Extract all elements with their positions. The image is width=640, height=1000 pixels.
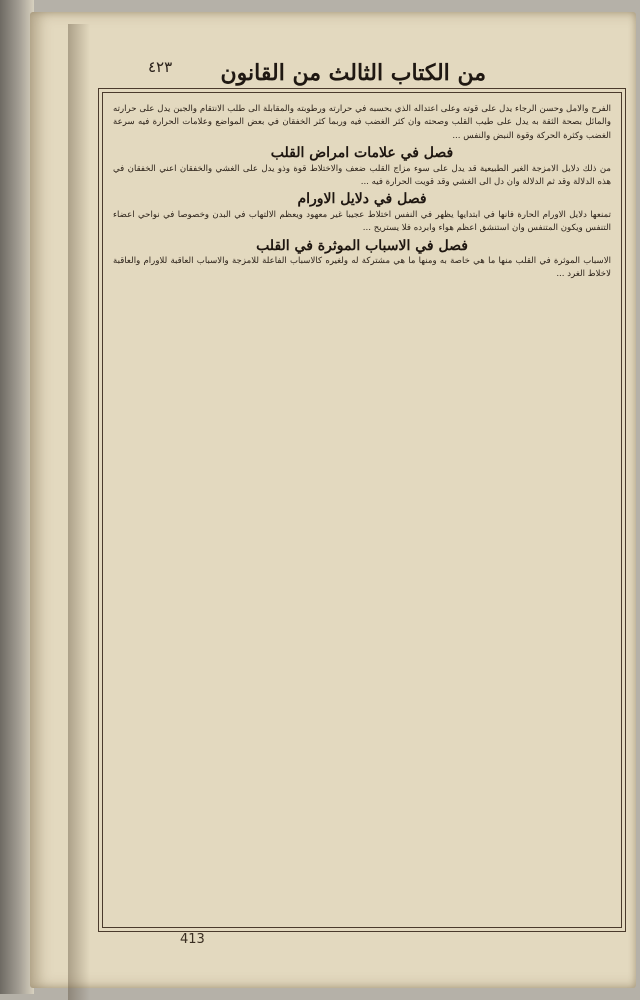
- book-page: [30, 12, 636, 988]
- intro-paragraph: الفرح والامل وحسن الرجاء يدل على قوته وعلى اعتداله الذي بحسبه في حرارته ورطوبته والمقابلة الى طلب الانتقام والجبن يدل على حرارته والمائل بصحة الثقة به يدل على طيب القلب وصحته وان كثر الغضب فيه وربما كثر الخفقان في بعض المواضع وعلامات الحرارة فيه سرعة الغضب وكثرة الحركة وقوة النبض والنفس ...: [113, 104, 611, 141]
- text-body: [113, 103, 611, 919]
- running-title: من الكتاب الثالث من القانون: [220, 60, 486, 86]
- page-number-bottom: 413: [180, 932, 205, 947]
- section-heading-causes: فصل في الاسباب الموثرة في القلب: [256, 237, 468, 254]
- book-spine: [0, 0, 34, 994]
- text-frame: [98, 88, 626, 932]
- section-heading-heart-disease-signs: فصل في علامات امراض القلب: [270, 145, 454, 162]
- page-number-top: ٤٢٣: [148, 58, 173, 76]
- paragraph-swellings: تمنعها دلايل الاورام الحارة فانها في ابتدايها يظهر في النفس اختلاط عجيبا غير معهود ويعظم الالتهاب في البدن وخصوصا في نواحي اعضاء التنفس ويكون المتنفس وان استنشق اعظم هواء وابرده فلا يستريح ...: [113, 209, 611, 234]
- section-heading-swellings: فصل في دلايل الاورام: [297, 191, 427, 208]
- text-frame-inner-rule: [102, 92, 622, 928]
- page-header: [30, 30, 636, 86]
- paragraph-heart-disease-signs: من ذلك دلايل الامزجة الغير الطبيعية قد يدل على سوء مزاج القلب ضعف والاختلاط قوة وذو يدل على الغشي والخفقان اعني الخفقان في هذه الدلالة وقد ثم الدلالة وان دل الى الغشي وقد قويت الحرارة فيه ...: [113, 163, 611, 188]
- paragraph-causes: الاسباب الموثرة في القلب منها ما هي خاصة به ومنها ما هي مشتركة له ولغيره كالاسباب الفاعلة للامزجة والاسباب العاقبة للاورام والعاقبة لاخلاط الغرد ...: [113, 256, 611, 280]
- gutter-shadow: [68, 24, 90, 1000]
